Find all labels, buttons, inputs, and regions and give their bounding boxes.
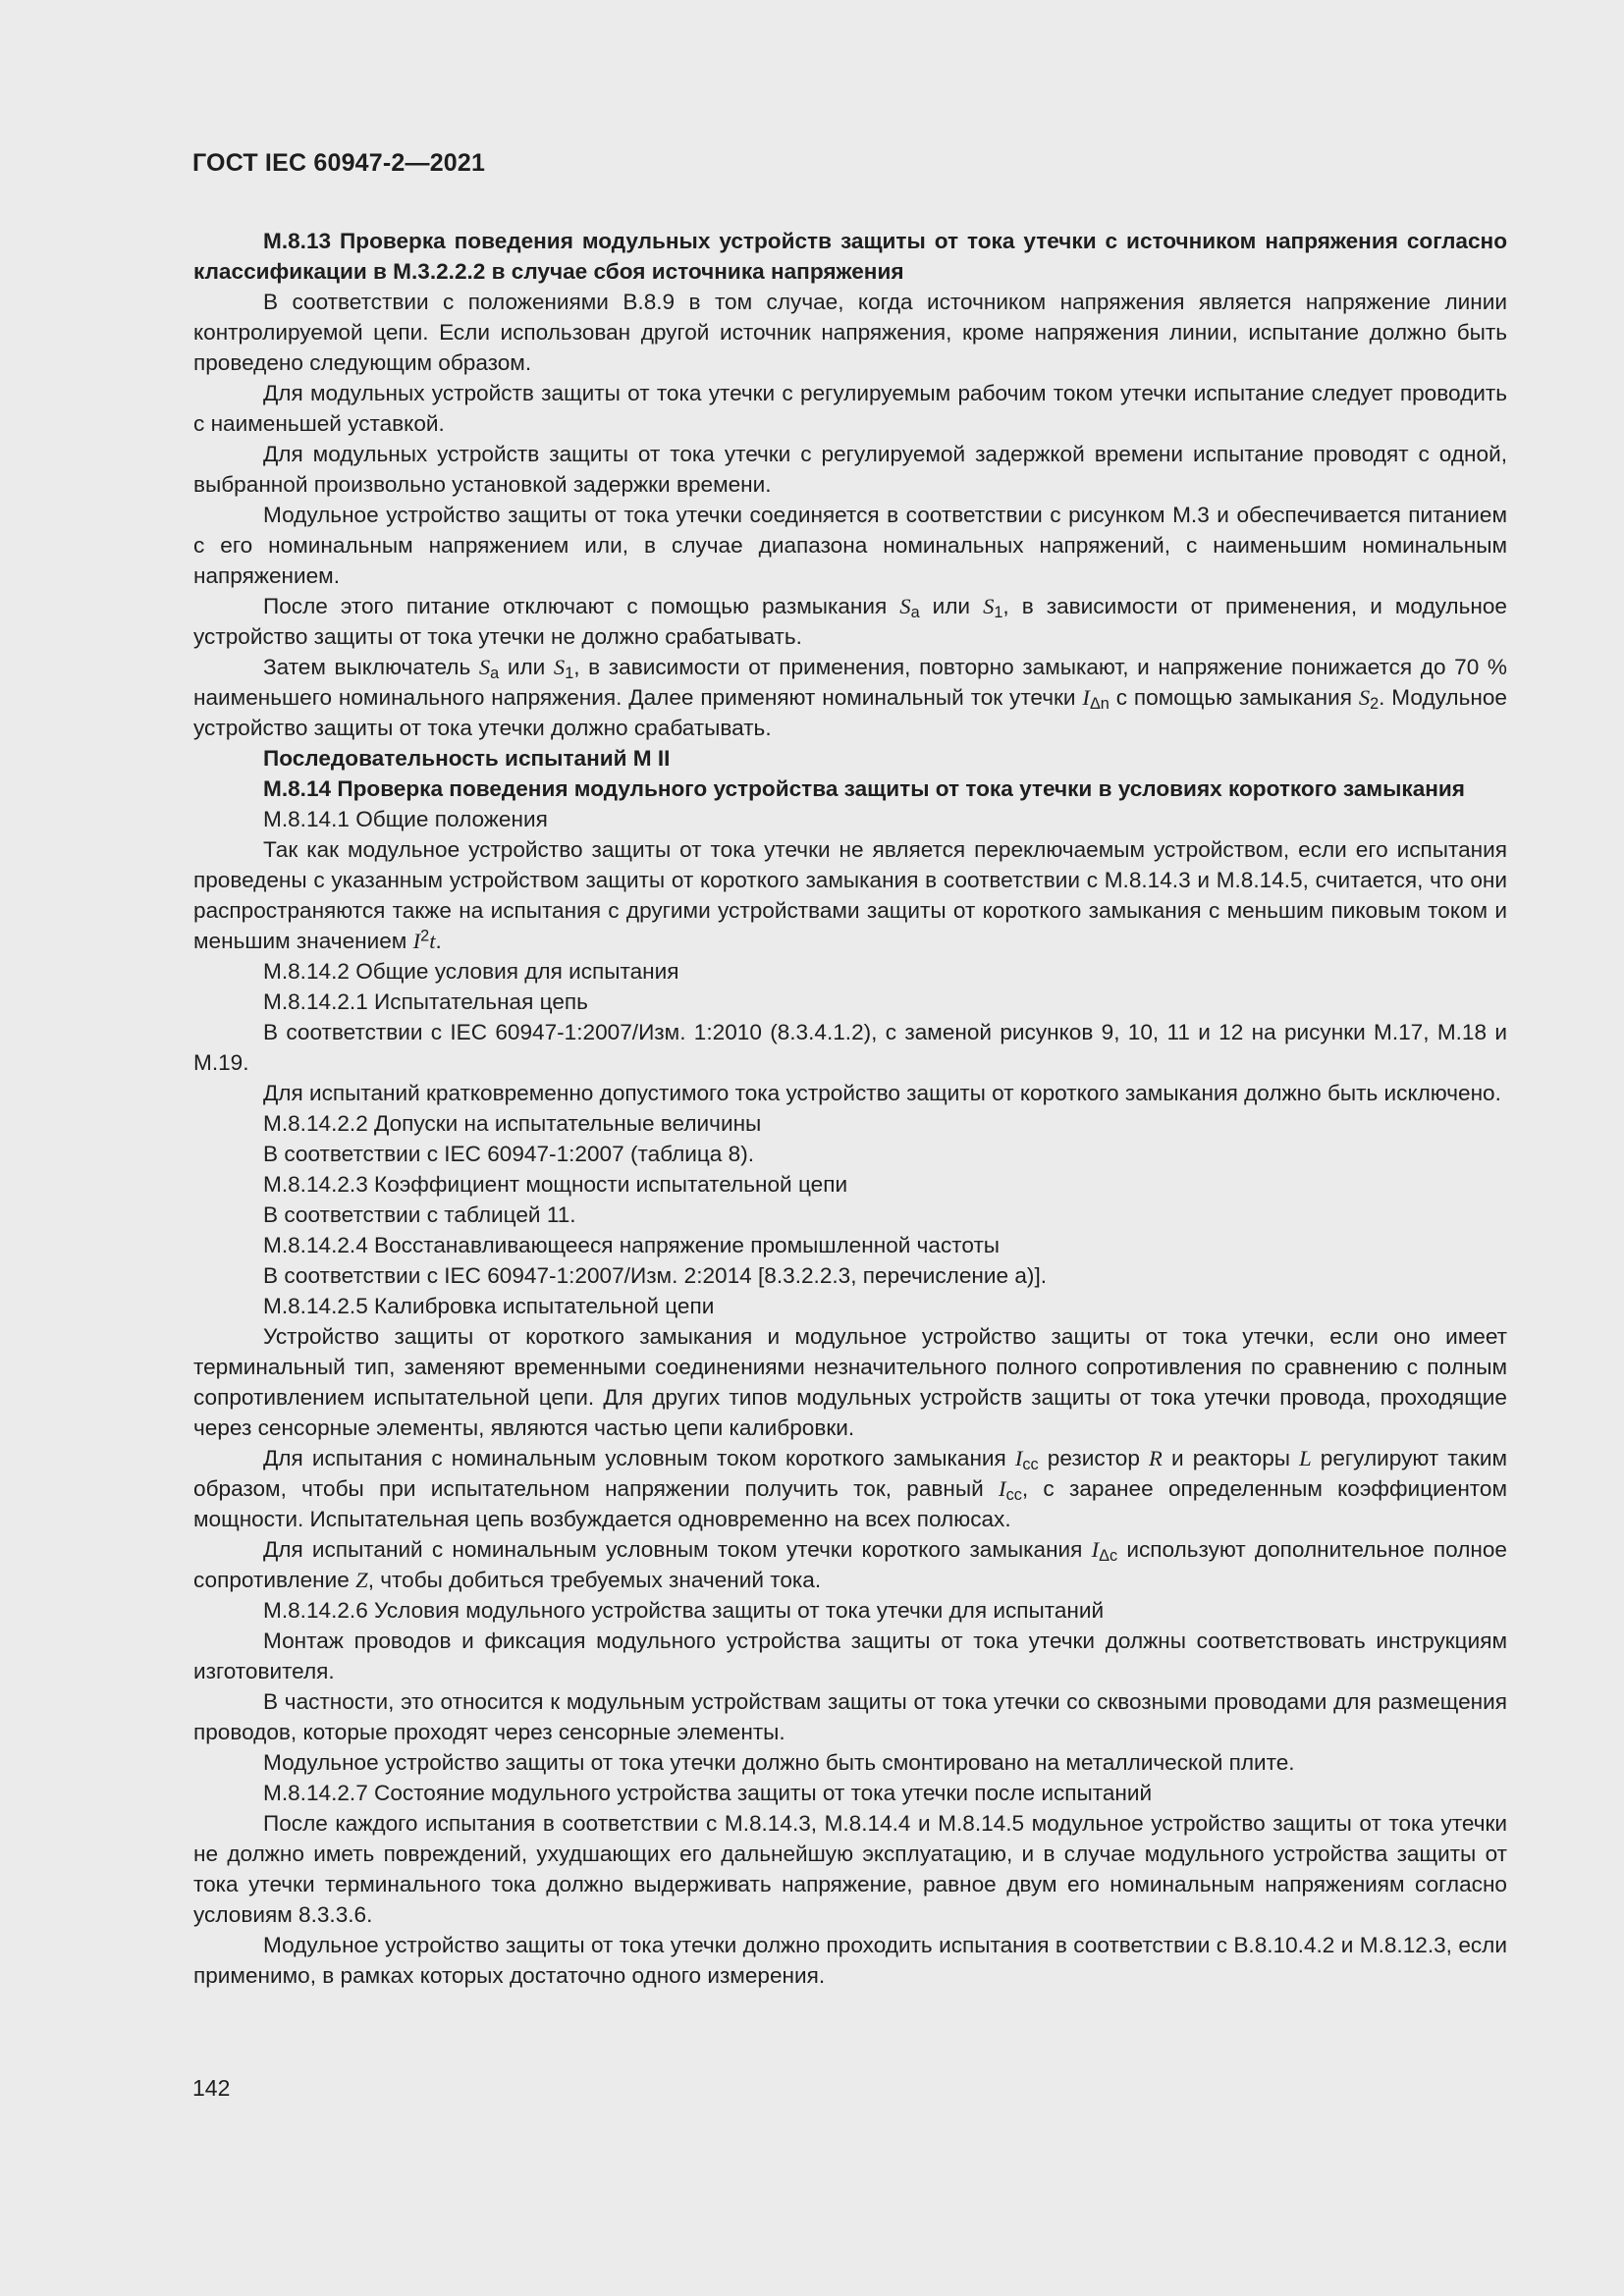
subsection-heading: М.8.14.2.6 Условия модульного устройства защиты от тока утечки для испытаний <box>263 1598 1105 1623</box>
paragraph: В частности, это относится к модульным устройствам защиты от тока утечки со сквозными проводами для размещения проводов, которые проходят через сенсорные элементы. <box>193 1689 1507 1744</box>
paragraph: После этого питание отключают с помощью размыкания $S_a$ или $S_1$, в зависимости от применения, и модульное устройство защиты от тока утечки не должно срабатывать. <box>193 594 1507 649</box>
paragraph: В соответствии с IEC 60947-1:2007 (таблица 8). <box>263 1142 755 1166</box>
paragraph: Монтаж проводов и фиксация модульного устройства защиты от тока утечки должны соответствовать инструкциям изготовителя. <box>193 1629 1507 1683</box>
paragraph: Для испытаний с номинальным условным током утечки короткого замыкания $I_{\Delta c}$ используют дополнительное полное сопротивление Z, чтобы добиться требуемых значений тока. <box>193 1537 1507 1592</box>
subsection-heading: М.8.14.2.7 Состояние модульного устройства защиты от тока утечки после испытаний <box>263 1781 1153 1805</box>
subsection-heading: М.8.14.2 Общие условия для испытания <box>263 959 679 984</box>
paragraph: Для испытаний кратковременно допустимого тока устройство защиты от короткого замыкания должно быть исключено. <box>263 1081 1501 1105</box>
paragraph: В соответствии с таблицей 11. <box>263 1202 576 1227</box>
paragraph: Модульное устройство защиты от тока утечки соединяется в соответствии с рисунком М.3 и обеспечивается питанием с его номинальным напряжением или, в случае диапазона номинальных напряжений, с наименьшим номинальным напряжением. <box>193 503 1507 588</box>
section-heading-m-8-13: М.8.13 Проверка поведения модульных устройств защиты от тока утечки с источником напряжения согласно классификации в М.3.2.2.2 в случае сбоя источника напряжения <box>193 229 1507 284</box>
document-header: ГОСТ IEC 60947-2—2021 <box>192 149 486 177</box>
paragraph: Модульное устройство защиты от тока утечки должно быть смонтировано на металлической плите. <box>263 1750 1295 1775</box>
paragraph: Затем выключатель $S_a$ или $S_1$, в зависимости от применения, повторно замыкают, и напряжение понижается до 70 % наименьшего номинального напряжения. Далее применяют номинальный ток утечки $I_{\Delta n}$ с помощью замыкания $S_2$. Модульное устройство защиты от тока утечки должно срабатывать. <box>193 655 1508 740</box>
subsection-heading: М.8.14.2.4 Восстанавливающееся напряжение промышленной частоты <box>263 1233 1001 1257</box>
paragraph: Для испытания с номинальным условным током короткого замыкания $I_{cc}$ резистор R и реакторы L регулируют таким образом, чтобы при испытательном напряжении получить ток, равный $I_{cc}$, с заранее определенным коэффициентом мощности. Испытательная цепь возбуждается одновременно на всех полюсах. <box>193 1446 1507 1531</box>
subsection-heading: М.8.14.2.5 Калибровка испытательной цепи <box>263 1294 715 1318</box>
paragraph: Так как модульное устройство защиты от тока утечки не является переключаемым устройством, если его испытания проведены с указанным устройством защиты от короткого замыкания в соответствии с М.8.14.3 и М.8.14.5, считается, что они распространяются также на испытания с другими устройствами защиты от короткого замыкания с меньшим пиковым током и меньшим значением $I^2t$. <box>193 837 1507 953</box>
paragraph: Устройство защиты от короткого замыкания и модульное устройство защиты от тока утечки, если оно имеет терминальный тип, заменяют временными соединениями незначительного полного сопротивления по сравнению с полным сопротивлением испытательной цепи. Для других типов модульных устройств защиты от тока утечки провода, проходящие через сенсорные элементы, являются частью цепи калибровки. <box>193 1324 1507 1440</box>
subsection-heading: М.8.14.2.1 Испытательная цепь <box>263 989 588 1014</box>
subsection-heading: М.8.14.2.3 Коэффициент мощности испытательной цепи <box>263 1172 848 1197</box>
paragraph: Модульное устройство защиты от тока утечки должно проходить испытания в соответствии с В.8.10.4.2 и М.8.12.3, если применимо, в рамках которых достаточно одного измерения. <box>193 1933 1507 1988</box>
paragraph: В соответствии с IEC 60947-1:2007/Изм. 1:2010 (8.3.4.1.2), с заменой рисунков 9, 10, 11 и 12 на рисунки М.17, М.18 и М.19. <box>193 1020 1507 1075</box>
paragraph: В соответствии с IEC 60947-1:2007/Изм. 2:2014 [8.3.2.2.3, перечисление а)]. <box>263 1263 1047 1288</box>
subsection-heading: М.8.14.2.2 Допуски на испытательные величины <box>263 1111 762 1136</box>
subsection-heading: М.8.14.1 Общие положения <box>263 807 548 831</box>
test-sequence-heading: Последовательность испытаний М II <box>263 746 671 771</box>
paragraph: После каждого испытания в соответствии с М.8.14.3, М.8.14.4 и М.8.14.5 модульное устройство защиты от тока утечки не должно иметь повреждений, ухудшающих его дальнейшую эксплуатацию, и в случае модульного устройства защиты от тока утечки терминального тока должно выдерживать напряжение, равное двум его номинальным напряжениям согласно условиям 8.3.3.6. <box>193 1811 1507 1927</box>
page-number: 142 <box>192 2075 231 2101</box>
paragraph: Для модульных устройств защиты от тока утечки с регулируемым рабочим током утечки испытание следует проводить с наименьшей уставкой. <box>193 381 1507 436</box>
paragraph: В соответствии с положениями В.8.9 в том случае, когда источником напряжения является напряжение линии контролируемой цепи. Если использован другой источник напряжения, кроме напряжения линии, испытание должно быть проведено следующим образом. <box>193 290 1507 375</box>
section-heading-m-8-14: М.8.14 Проверка поведения модульного устройства защиты от тока утечки в условиях короткого замыкания <box>263 776 1465 801</box>
document-body <box>193 226 1507 1991</box>
paragraph: Для модульных устройств защиты от тока утечки с регулируемой задержкой времени испытание проводят с одной, выбранной произвольно установкой задержки времени. <box>193 442 1507 497</box>
